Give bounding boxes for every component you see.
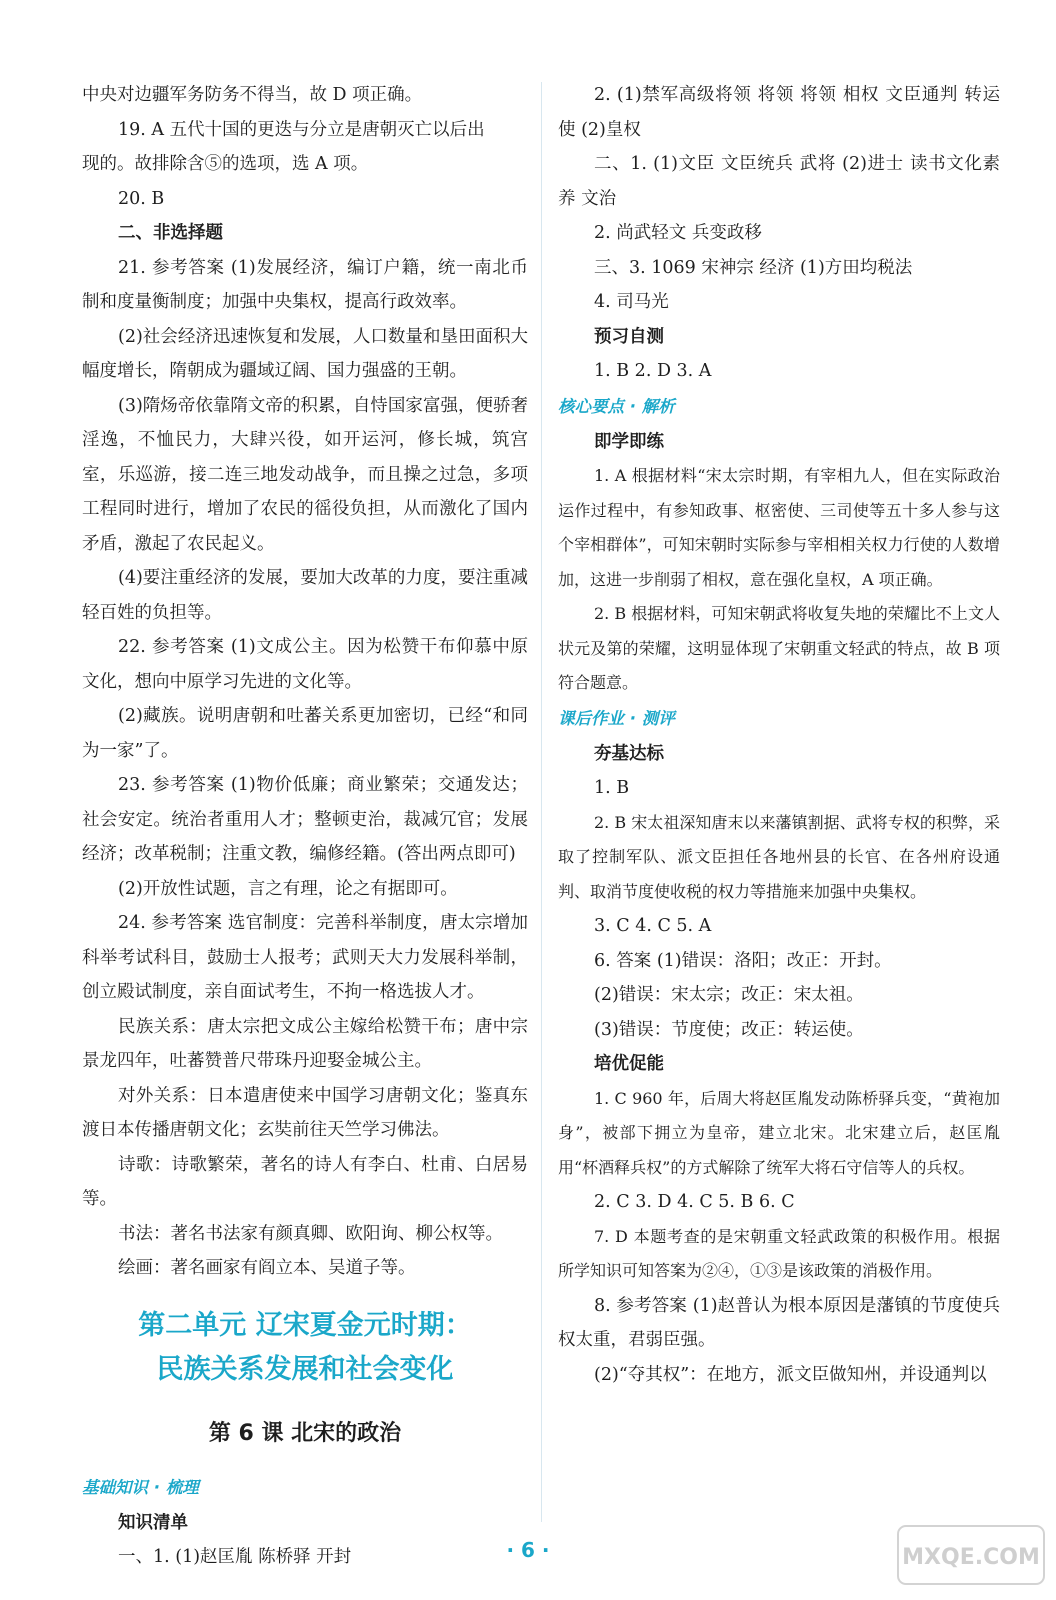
paragraph: 2. C 3. D 4. C 5. B 6. C (594, 1192, 795, 1212)
paragraph: 即学即练 (594, 431, 664, 452)
paragraph: 20. B (118, 188, 165, 209)
paragraph: 3. C 4. C 5. A (594, 916, 712, 936)
paragraph: 一、1. (1)赵匡胤 陈桥驿 开封 (118, 1547, 352, 1567)
page-number: · 6 · (506, 1538, 550, 1562)
paragraph: 书法：著名书法家有颜真卿、欧阳询、柳公权等。 (118, 1223, 503, 1244)
paragraph: 6. 答案 (1)错误：洛阳；改正：开封。 (594, 950, 892, 971)
unit-title-line-2: 民族关系发展和社会变化 (156, 1353, 454, 1385)
paragraph: 现的。故排除含⑤的选项，选 A 项。 (82, 154, 369, 174)
paragraph: 2. B 根据材料，可知宋朝武将收复失地的荣耀比不上文人状元及第的荣耀，这明显体现了宋朝重文轻武的特点，故 B 项符合题意。 (558, 604, 1000, 692)
paragraph: 2. B 宋太祖深知唐末以来藩镇割据、武将专权的积弊，采取了控制军队、派文臣担任各地州县的长官、在各州府设通判、取消节度使收税的权力等措施来加强中央集权。 (558, 812, 1000, 901)
paragraph: 19. A 五代十国的更迭与分立是唐朝灭亡以后出 (118, 119, 485, 140)
paragraph: 1. B (594, 778, 630, 798)
paragraph: 1. C 960 年，后周大将赵匡胤发动陈桥驿兵变，“黄袍加身”，被部下拥立为皇帝，建立北宋。北宋建立后，赵匡胤用“杯酒释兵权”的方式解除了统军大将石守信等人的兵权。 (558, 1088, 1000, 1177)
left-answers (82, 78, 528, 1286)
paragraph: (3)隋炀帝依靠隋文帝的积累，自恃国家富强，便骄奢淫逸，不恤民力，大肆兴役，如开运河，修长城，筑宫室，乐巡游，接二连三地发动战争，而且操之过急，多项工程同时进行，增加了农民的徭役负担，从而激化了国内矛盾，激起了农民起义。 (82, 395, 528, 554)
paragraph: 1. A 根据材料“宋太宗时期，有宰相九人，但在实际政治运作过程中，有参知政事、枢密使、三司使等五十多人参与这个宰相群体”，可知宋朝时实际参与宰相相关权力行使的人数增加，这进一步削弱了相权，意在强化皇权，A 项正确。 (558, 466, 1000, 589)
paragraph: 三、3. 1069 宋神宗 经济 (1)方田均税法 (594, 257, 913, 278)
paragraph: 2. 尚武轻文 兵变政移 (594, 223, 762, 243)
left-column (82, 78, 528, 1575)
paragraph: 8. 参考答案 (1)赵普认为根本原因是藩镇的节度使兵权太重，君弱臣强。 (558, 1295, 1000, 1350)
paragraph: 诗歌：诗歌繁荣，著名的诗人有李白、杜甫、白居易等。 (82, 1154, 528, 1209)
paragraph: 培优促能 (594, 1054, 664, 1074)
paragraph: (4)要注重经济的发展，要加大改革的力度，要注重减轻百姓的负担等。 (82, 568, 528, 623)
paragraph: 22. 参考答案 (1)文成公主。因为松赞干布仰慕中原文化，想向中原学习先进的文化等。 (82, 637, 528, 692)
paragraph: 中央对边疆军务防务不得当，故 D 项正确。 (82, 85, 423, 105)
paragraph: 二、非选择题 (118, 223, 223, 243)
section-heading: 基础知识 · 梳理 (82, 1477, 199, 1497)
paragraph: 23. 参考答案 (1)物价低廉；商业繁荣；交通发达；社会安定。统治者重用人才；整顿吏治，裁减冗官；发展经济；改革税制；注重文教，编修经籍。(答出两点即可) (82, 775, 528, 864)
paragraph: 对外关系：日本遣唐使来中国学习唐朝文化；鉴真东渡日本传播唐朝文化；玄奘前往天竺学习佛法。 (82, 1085, 528, 1140)
paragraph: 预习自测 (594, 326, 664, 347)
svg-text:MXQE.COM: MXQE.COM (902, 1545, 1040, 1570)
paragraph: (2)藏族。说明唐朝和吐蕃关系更加密切，已经“和同为一家”了。 (82, 706, 528, 761)
paragraph: 7. D 本题考查的是宋朝重文轻武政策的积极作用。根据所学知识可知答案为②④，①③是该政策的消极作用。 (558, 1226, 1000, 1280)
paragraph: (2)“夺其权”：在地方，派文臣做知州，并设通判以 (594, 1364, 987, 1385)
paragraph: 2. (1)禁军高级将领 将领 将领 相权 文臣通判 转运使 (2)皇权 (558, 85, 1000, 140)
paragraph: 民族关系：唐太宗把文成公主嫁给松赞干布；唐中宗景龙四年，吐蕃赞普尺带珠丹迎娶金城公主。 (82, 1016, 528, 1071)
section-heading: 课后作业 · 测评 (558, 708, 675, 728)
paragraph: 夯基达标 (594, 743, 664, 764)
unit-title-line-1: 第二单元 辽宋夏金元时期： (138, 1309, 472, 1341)
watermark-logo (896, 1524, 1046, 1586)
paragraph: 绘画：著名画家有阎立本、吴道子等。 (118, 1258, 416, 1278)
paragraph: 4. 司马光 (594, 292, 669, 312)
lesson-title: 第 6 课 北宋的政治 (208, 1420, 402, 1446)
paragraph: 21. 参考答案 (1)发展经济，编订户籍，统一南北币制和度量衡制度；加强中央集权，提高行政效率。 (82, 257, 528, 312)
paragraph: 24. 参考答案 选官制度：完善科举制度，唐太宗增加科举考试科目，鼓励士人报考；武则天大力发展科举制，创立殿试制度，亲自面试考生，不拘一格选拔人才。 (82, 913, 528, 1002)
column-divider (541, 82, 542, 1522)
paragraph: (3)错误：节度使；改正：转运使。 (594, 1019, 864, 1040)
paragraph: (2)开放性试题，言之有理，论之有据即可。 (118, 878, 458, 899)
paragraph: 知识清单 (118, 1512, 188, 1533)
paragraph: 1. B 2. D 3. A (594, 361, 712, 381)
paragraph: 二、1. (1)文臣 文臣统兵 武将 (2)进士 读书文化素养 文治 (558, 154, 1000, 209)
paragraph: (2)社会经济迅速恢复和发展，人口数量和垦田面积大幅度增长，隋朝成为疆域辽阔、国力强盛的王朝。 (82, 326, 528, 381)
right-column (558, 78, 1000, 1392)
section-heading: 核心要点 · 解析 (558, 396, 675, 416)
paragraph: (2)错误：宋太宗；改正：宋太祖。 (594, 985, 864, 1005)
